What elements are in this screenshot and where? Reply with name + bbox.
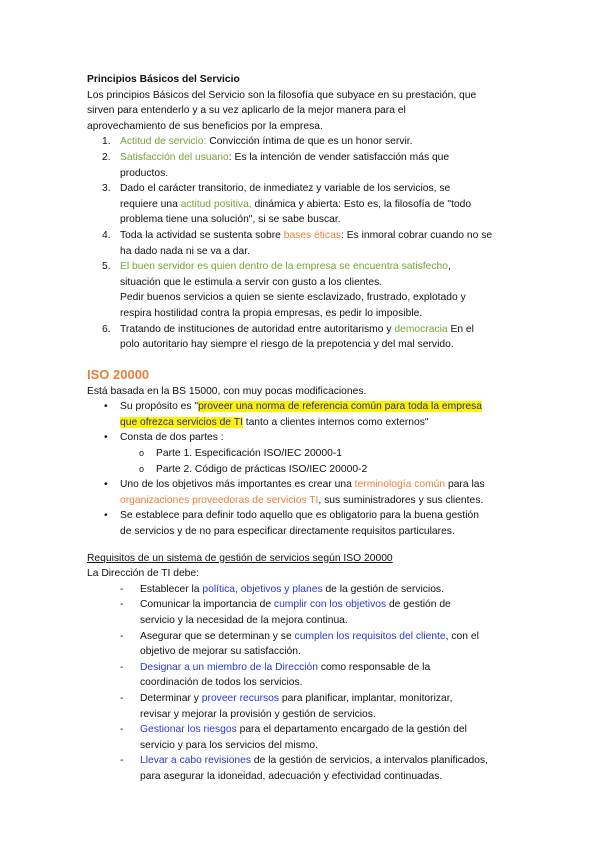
paragraph-line: Está basada en la BS 15000, con muy pocas modificaciones. [87, 385, 367, 397]
highlighted-text: proveer una norma de referencia común para toda la empresa [198, 401, 482, 413]
dash-bullet-icon: - [120, 724, 124, 736]
dash-item: - Establecer la política, objetivos y planes de la gestión de servicios. [87, 582, 527, 598]
paragraph-line: aprovechamiento de sus beneficios por la empresa. [87, 120, 323, 132]
dash-item: - Determinar y proveer recursos para planificar, implantar, monitorizar, revisar y mejorar la provisión y gestión de servicios. [120, 692, 453, 720]
keyword: actitud positiva, [180, 198, 252, 210]
bullet-item: • Consta de dos partes : [87, 430, 527, 446]
sub-bullet-item: o Parte 1. Especificación ISO/IEC 20000-1 [87, 446, 527, 462]
keyword: cumplen los requisitos del cliente [294, 630, 446, 642]
list-item: 5. El buen servidor es quien dentro de la empresa se encuentra satisfecho, situación que le estimula a servir con gusto a los clientes. Pedir buenos servicios a quien se siente esclavizado, frustrado, explotado y respira hostilidad contra la propia empresas, es pedir lo imposible. [102, 261, 466, 319]
dash-bullet-icon: - [120, 630, 124, 642]
bullet-item: • Su propósito es "proveer una norma de referencia común para toda la empresa que ofrezca servicios de TI tanto a clientes internos como externos" [104, 401, 482, 428]
document-page [87, 72, 527, 785]
dash-bullet-icon: - [120, 755, 124, 767]
keyword: organizaciones proveedoras de servicios TI [120, 494, 319, 506]
keyword: Satisfacción del usuario [120, 151, 229, 163]
keyword: El buen servidor es quien dentro de la empresa se encuentra satisfecho [120, 261, 448, 273]
circle-bullet-icon: o [139, 463, 145, 474]
dash-item: - Llevar a cabo revisiones de la gestión de servicios, a intervalos planificados, para asegurar la idoneidad, adecuación y efectividad continuadas. [120, 755, 489, 782]
paragraph-line: La Dirección de TI debe: [87, 568, 199, 580]
list-item: 3. Dado el carácter transitorio, de inmediatez y variable de los servicios, se requiere una actitud positiva, dinámica y abierta: Esto es, la filosofía de "todo problema tiene una solución", si se sabe buscar. [102, 183, 472, 226]
section-title-principios: Principios Básicos del Servicio [87, 74, 240, 85]
highlighted-text: que ofrezca servicios de TI [120, 416, 243, 428]
circle-bullet-icon: o [139, 448, 145, 459]
dash-item: - Comunicar la importancia de cumplir con los objetivos de gestión de servicio y la necesidad de la mejora continua. [120, 599, 451, 626]
dash-item: - Gestionar los riesgos para el departamento encargado de la gestión del servicio y para los servicios del mismo. [120, 724, 467, 751]
dash-bullet-icon: - [120, 599, 124, 611]
bullet-item: • Uno de los objetivos más importantes es crear una terminología común para las organizaciones proveedoras de servicios TI, sus suministradores y sus clientes. [104, 479, 485, 506]
bullet-item: • Se establece para definir todo aquello que es obligatorio para la buena gestión de servicios y de no para especificar directamente requisitos particulares. [104, 510, 479, 538]
keyword: democracia [394, 323, 448, 335]
dash-item: - Designar a un miembro de la Dirección como responsable de la coordinación de todos los servicios. [120, 661, 431, 689]
keyword: proveer recursos [201, 692, 280, 704]
dash-bullet-icon: - [120, 692, 124, 704]
list-item: 6. Tratando de instituciones de autoridad entre autoritarismo y democracia En el polo autoritario hay siempre el riesgo de la prepotencia y del mal servido. [102, 323, 474, 351]
keyword: Actitud de servicio: [120, 136, 207, 148]
keyword: política, objetivos y planes [202, 583, 323, 595]
keyword: bases éticas [283, 229, 341, 241]
keyword: terminología común [354, 479, 446, 491]
section-title-iso: ISO 20000 [87, 366, 150, 382]
dash-bullet-icon: - [120, 583, 124, 595]
section-title-requisitos: Requisitos de un sistema de gestión de servicios según ISO 20000 [87, 552, 393, 564]
list-item: 4. Toda la actividad se sustenta sobre bases éticas: Es inmoral cobrar cuando no se ha dado nada ni se va a dar. [102, 229, 493, 257]
bullet-icon: • [104, 432, 108, 444]
list-item: 1. Actitud de servicio: Convicción íntima de que es un honor servir. [87, 134, 527, 150]
sub-bullet-item: o Parte 2. Código de prácticas ISO/IEC 20000-2 [87, 462, 527, 478]
dash-item: - Asegurar que se determinan y se cumplen los requisitos del cliente, con el objetivo de mejorar su satisfacción. [120, 630, 479, 658]
bullet-icon: • [104, 479, 108, 491]
list-item: 2. Satisfacción del usuario: Es la intención de vender satisfacción más que productos. [102, 151, 450, 179]
bullet-icon: • [104, 401, 108, 413]
keyword: cumplir con los objetivos [273, 599, 387, 611]
keyword: Gestionar los riesgos [140, 724, 237, 736]
paragraph-line: sirven para entenderlo y a su vez aplicarlo de la mejor manera para el [87, 105, 406, 117]
list-number: 1. [102, 136, 111, 148]
paragraph-line: Los principios Básicos del Servicio son la filosofía que subyace en su prestación, que [87, 89, 477, 101]
keyword: Llevar a cabo revisiones [140, 755, 252, 767]
dash-bullet-icon: - [120, 661, 124, 673]
bullet-icon: • [104, 510, 108, 522]
keyword: Designar a un miembro de la Dirección [140, 661, 318, 673]
